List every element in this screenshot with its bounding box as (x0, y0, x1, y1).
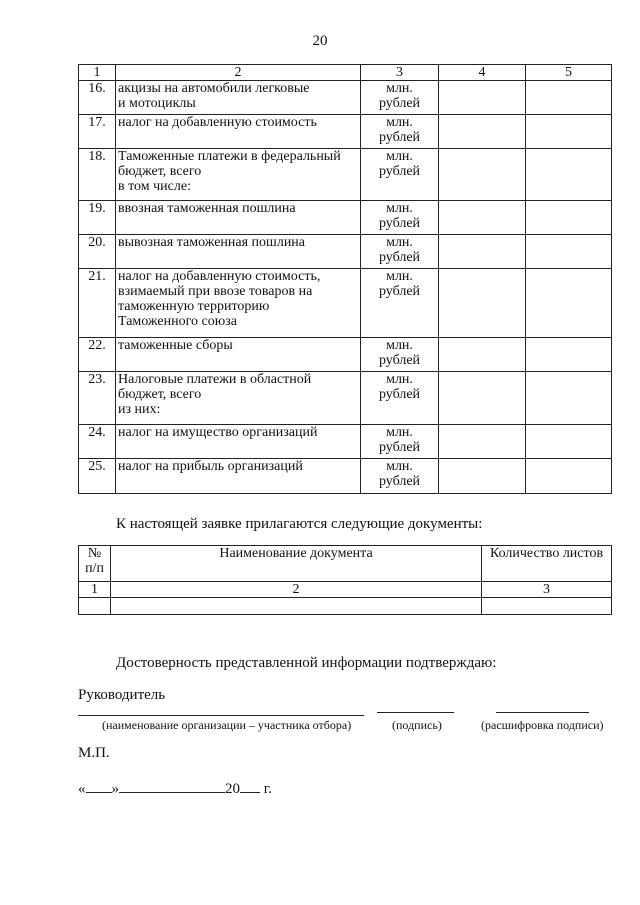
docs-index-row (79, 582, 612, 598)
unit-cell: млн. рублей (361, 201, 439, 235)
page-number: 20 (312, 33, 328, 49)
indicator-name: ввозная таможенная пошлина (116, 201, 361, 235)
value-cell (526, 372, 612, 425)
unit-cell: млн. рублей (361, 372, 439, 425)
head-label: Руководитель (78, 687, 166, 703)
value-cell (526, 149, 612, 201)
docs-index-cell: 2 (111, 582, 482, 598)
indicator-name: Налоговые платежи в областной бюджет, всего из них: (116, 372, 361, 425)
value-cell (526, 115, 612, 149)
indicator-name: акцизы на автомобили легковые и мотоциклы (116, 81, 361, 115)
table-row (79, 269, 612, 338)
date-open-quote: « (78, 781, 86, 797)
row-number: 18. (79, 149, 116, 201)
docs-header-sheets: Количество листов (482, 546, 612, 582)
value-cell (526, 425, 612, 459)
table-row (79, 372, 612, 425)
value-cell (439, 269, 526, 338)
docs-empty-cell[interactable] (482, 598, 612, 615)
value-cell (439, 115, 526, 149)
value-cell (439, 201, 526, 235)
organization-caption: (наименование организации – участника отбора) (102, 718, 352, 732)
indicator-name: налог на добавленную стоимость (116, 115, 361, 149)
row-number: 21. (79, 269, 116, 338)
row-number: 20. (79, 235, 116, 269)
row-number: 16. (79, 81, 116, 115)
docs-empty-cell[interactable] (111, 598, 482, 615)
organization-line[interactable] (78, 715, 364, 716)
header-cell: 2 (116, 65, 361, 81)
row-number: 22. (79, 338, 116, 372)
indicator-name: Таможенные платежи в федеральный бюджет, всего в том числе: (116, 149, 361, 201)
unit-cell: млн. рублей (361, 115, 439, 149)
row-number: 17. (79, 115, 116, 149)
unit-cell: млн. рублей (361, 149, 439, 201)
confirmation-text: Достоверность представленной информации подтверждаю: (116, 655, 497, 671)
docs-header-name: Наименование документа (111, 546, 482, 582)
table-row (79, 425, 612, 459)
row-number: 19. (79, 201, 116, 235)
docs-header-row (79, 546, 612, 582)
unit-cell: млн. рублей (361, 235, 439, 269)
indicator-name: вывозная таможенная пошлина (116, 235, 361, 269)
documents-table (78, 545, 612, 615)
row-number: 25. (79, 459, 116, 494)
docs-index-cell: 3 (482, 582, 612, 598)
decoding-line[interactable] (496, 712, 589, 713)
table-row (79, 338, 612, 372)
signature-line[interactable] (377, 712, 454, 713)
attachments-intro: К настоящей заявке прилагаются следующие документы: (116, 516, 483, 532)
indicators-table (78, 64, 612, 494)
indicator-name: налог на имущество организаций (116, 425, 361, 459)
docs-empty-row (79, 598, 612, 615)
unit-cell: млн. рублей (361, 269, 439, 338)
value-cell (526, 201, 612, 235)
unit-cell: млн. рублей (361, 459, 439, 494)
header-cell: 4 (439, 65, 526, 81)
indicator-name: таможенные сборы (116, 338, 361, 372)
value-cell (439, 372, 526, 425)
indicator-name: налог на прибыль организаций (116, 459, 361, 494)
docs-empty-cell[interactable] (79, 598, 111, 615)
value-cell (526, 235, 612, 269)
table-row (79, 115, 612, 149)
unit-cell: млн. рублей (361, 338, 439, 372)
year-blank[interactable] (240, 779, 260, 793)
value-cell (526, 459, 612, 494)
month-blank[interactable] (119, 779, 225, 793)
year-prefix: 20 (225, 781, 240, 797)
table-row (79, 149, 612, 201)
docs-header-number: № п/п (79, 546, 111, 582)
day-blank[interactable] (86, 779, 112, 793)
value-cell (439, 81, 526, 115)
value-cell (526, 81, 612, 115)
date-field (78, 779, 272, 798)
table-header-row (79, 65, 612, 81)
value-cell (526, 338, 612, 372)
stamp-placeholder: М.П. (78, 745, 110, 761)
value-cell (526, 269, 612, 338)
signature-caption: (подпись) (392, 718, 442, 732)
row-number: 23. (79, 372, 116, 425)
header-cell: 5 (526, 65, 612, 81)
unit-cell: млн. рублей (361, 81, 439, 115)
docs-index-cell: 1 (79, 582, 111, 598)
unit-cell: млн. рублей (361, 425, 439, 459)
value-cell (439, 425, 526, 459)
header-cell: 1 (79, 65, 116, 81)
value-cell (439, 338, 526, 372)
value-cell (439, 235, 526, 269)
table-row (79, 235, 612, 269)
indicator-name: налог на добавленную стоимость, взимаемый при ввозе товаров на таможенную территорию Таможенного союза (116, 269, 361, 338)
value-cell (439, 459, 526, 494)
value-cell (439, 149, 526, 201)
header-cell: 3 (361, 65, 439, 81)
decoding-caption: (расшифровка подписи) (481, 718, 604, 732)
table-row (79, 201, 612, 235)
year-suffix: г. (263, 781, 272, 797)
table-row (79, 81, 612, 115)
row-number: 24. (79, 425, 116, 459)
table-row (79, 459, 612, 494)
date-close-quote: » (111, 781, 119, 797)
